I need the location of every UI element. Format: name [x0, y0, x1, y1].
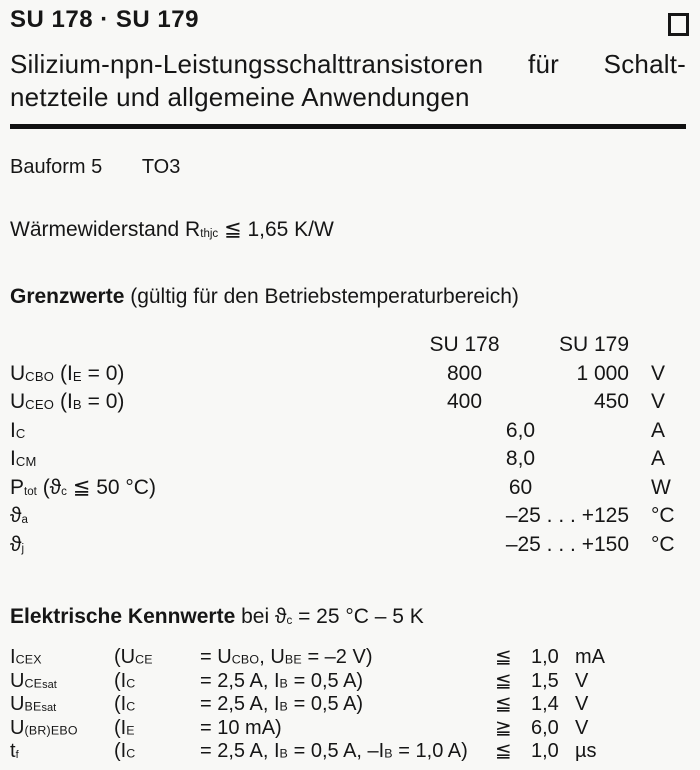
unit-label: V: [575, 669, 589, 692]
divider-rule: [10, 124, 686, 129]
condition-part1: (IC: [114, 669, 136, 692]
comparator: ≧: [495, 716, 512, 739]
column-header-su179: SU 179: [558, 332, 629, 356]
page-title: SU 178 · SU 179: [10, 6, 199, 33]
subtitle: [10, 48, 686, 114]
unit-label: V: [575, 693, 589, 716]
value-both: 6,0: [505, 418, 536, 442]
row-label: ICM: [10, 447, 37, 471]
table-row-ucbo: [10, 360, 686, 389]
condition-part1: (IC: [114, 693, 136, 716]
value-su179: 1 000: [576, 361, 629, 385]
symbol-label: UBEsat: [10, 693, 57, 716]
kennwerte-heading: Elektrische Kennwerte bei ϑc = 25 °C – 5 K: [10, 605, 424, 629]
condition-part2: = 2,5 A, IB = 0,5 A): [200, 669, 364, 692]
condition-part2: = 2,5 A, IB = 0,5 A, –IB = 1,0 A): [200, 740, 468, 763]
table-header-row: [10, 331, 686, 360]
symbol-label: tf: [10, 740, 19, 763]
condition-part1: (IC: [114, 740, 136, 763]
grenzwerte-heading: Grenzwerte (gültig für den Betriebstemperaturbereich): [10, 284, 519, 308]
table-row-theta-a: [10, 502, 686, 531]
condition-part2: = 2,5 A, IB = 0,5 A): [200, 693, 364, 716]
value-both: 60: [508, 475, 533, 499]
unit-label: V: [651, 361, 666, 385]
kennwerte-table: [10, 646, 686, 764]
bauform-line: [10, 155, 686, 179]
table-row-icm: [10, 445, 686, 474]
value-su178: 400: [446, 390, 483, 414]
table-row-ubesat: [10, 693, 686, 717]
symbol-label: UCEsat: [10, 669, 57, 692]
row-label: UCEO (IB = 0): [10, 390, 125, 414]
unit-label: A: [651, 418, 666, 442]
unit-label: µs: [575, 740, 597, 763]
comparator: ≦: [495, 740, 512, 763]
table-row-icex: [10, 646, 686, 670]
value-both: –25 . . . +150: [505, 532, 629, 556]
value-both: –25 . . . +125: [505, 504, 629, 528]
subtitle-line-2: netzteile und allgemeine Anwendungen: [10, 82, 470, 112]
unit-label: °C: [651, 532, 675, 556]
condition-part1: (IE: [114, 716, 135, 739]
unit-label: W: [651, 475, 671, 499]
row-label: IC: [10, 418, 26, 442]
condition-part2: = UCBO, UBE = –2 V): [200, 646, 373, 669]
value-su178: 800: [446, 361, 483, 385]
value-su179: 450: [593, 390, 629, 414]
table-row-theta-j: [10, 531, 686, 560]
column-header-su178: SU 178: [429, 332, 500, 356]
limit-value: 1,4: [531, 693, 559, 716]
unit-label: A: [651, 447, 666, 471]
comparator: ≦: [495, 646, 512, 669]
grenzwerte-table: [10, 331, 686, 560]
bauform-label: Bauform 5: [10, 156, 103, 178]
limit-value: 6,0: [531, 716, 559, 739]
comparator: ≦: [495, 693, 512, 716]
thermal-resistance-line: Wärmewiderstand Rthjc ≦ 1,65 K/W: [10, 218, 334, 241]
unit-label: V: [575, 716, 589, 739]
subtitle-line-1: Silizium-npn-Leistungsschalttransistoren für Schalt-: [10, 49, 686, 79]
table-row-ubrebo: [10, 717, 686, 741]
unit-label: mA: [575, 646, 605, 669]
value-both: 8,0: [505, 447, 536, 471]
comparator: ≦: [495, 669, 512, 692]
row-label: UCBO (IE = 0): [10, 361, 125, 385]
table-row-ptot: [10, 474, 686, 503]
condition-part2: = 10 mA): [200, 716, 282, 739]
unit-label: V: [651, 390, 666, 414]
unit-label: °C: [651, 504, 675, 528]
limit-value: 1,5: [531, 669, 559, 692]
table-row-ucesat: [10, 670, 686, 694]
symbol-label: ICEX: [10, 646, 42, 669]
table-row-uceo: [10, 388, 686, 417]
condition-part1: (UCE: [114, 646, 153, 669]
table-row-ic: [10, 417, 686, 446]
symbol-label: U(BR)EBO: [10, 716, 78, 739]
limit-value: 1,0: [531, 646, 559, 669]
corner-square-icon: [668, 13, 689, 36]
row-label: Ptot (ϑc ≦ 50 °C): [10, 475, 156, 499]
row-label: ϑa: [10, 504, 28, 528]
row-label: ϑj: [10, 532, 25, 556]
table-row-tf: [10, 740, 686, 764]
package-label: TO3: [141, 156, 181, 178]
limit-value: 1,0: [531, 740, 559, 763]
